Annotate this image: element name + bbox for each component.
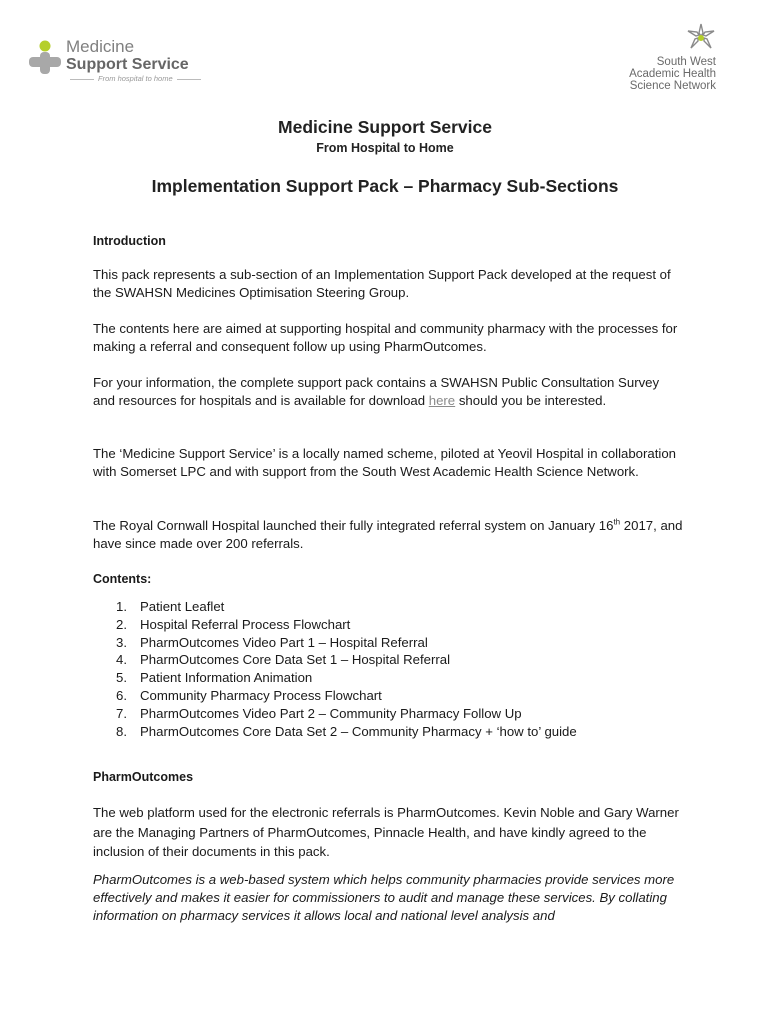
plus-cross-icon bbox=[28, 40, 62, 76]
document-title: Medicine Support Service bbox=[278, 117, 492, 137]
introduction-heading: Introduction bbox=[93, 234, 166, 248]
document-subtitle: From Hospital to Home bbox=[316, 141, 454, 155]
contents-heading: Contents: bbox=[93, 572, 152, 586]
pharmoutcomes-paragraph-1: The web platform used for the electronic referrals is PharmOutcomes. Kevin Noble and Gary Warner are the Managing Partners of PharmOutcomes, Pinnacle Health, and have kindly agreed to the inclusion of their documents in this pack. bbox=[93, 805, 679, 859]
contents-list bbox=[116, 598, 676, 740]
list-item: 1. Patient Leaflet bbox=[116, 599, 225, 614]
list-item: 8. PharmOutcomes Core Data Set 2 – Community Pharmacy + ‘how to’ guide bbox=[116, 723, 577, 739]
star-flower-icon bbox=[684, 22, 718, 54]
download-here-link[interactable]: here bbox=[428, 393, 456, 408]
logo-tagline: From hospital to home bbox=[66, 74, 236, 84]
pharmoutcomes-paragraph-2: PharmOutcomes is a web-based system which helps community pharmacies provide services more effectively and makes it easier for commissioners to audit and manage these services. By collating information on pharmacy services it allows local and national level analysis and bbox=[93, 872, 675, 923]
list-item: 5. Patient Information Animation bbox=[116, 670, 313, 686]
pharmoutcomes-heading: PharmOutcomes bbox=[93, 770, 194, 784]
intro-paragraph-4: The ‘Medicine Support Service’ is a locally named scheme, piloted at Yeovil Hospital in collaboration with Somerset LPC and with support from the South West Academic Health Science Network. bbox=[93, 446, 677, 479]
swahsn-line1: South West bbox=[656, 56, 716, 68]
swahsn-line3: Science Network bbox=[629, 80, 716, 92]
list-item: 4. PharmOutcomes Core Data Set 1 – Hospital Referral bbox=[116, 652, 451, 668]
list-item: 2. Hospital Referral Process Flowchart bbox=[116, 616, 351, 632]
logo-line2: Support Service bbox=[66, 56, 189, 73]
swahsn-line2: Academic Health bbox=[629, 68, 716, 80]
intro-paragraph-2: The contents here are aimed at supporting hospital and community pharmacy with the processes for making a referral and consequent follow up using PharmOutcomes. bbox=[93, 321, 678, 354]
medicine-support-service-logo bbox=[28, 38, 208, 84]
intro-paragraph-1: This pack represents a sub-section of an Implementation Support Pack developed at the request of the SWAHSN Medicines Optimisation Steering Group. bbox=[93, 267, 671, 300]
intro-paragraph-5: The Royal Cornwall Hospital launched their fully integrated referral system on January 16th 2017, and have since made over 200 referrals. bbox=[93, 517, 683, 551]
swahsn-logo bbox=[612, 22, 722, 94]
logo-line1: Medicine bbox=[66, 37, 135, 56]
list-item: 6. Community Pharmacy Process Flowchart bbox=[116, 687, 382, 703]
pack-title: Implementation Support Pack – Pharmacy Sub-Sections bbox=[151, 176, 619, 196]
list-item: 3. PharmOutcomes Video Part 1 – Hospital Referral bbox=[116, 634, 428, 650]
intro-paragraph-3: For your information, the complete support pack contains a SWAHSN Public Consultation Survey and resources for hospitals and is available for download here should you be interested. bbox=[93, 375, 660, 408]
list-item: 7. PharmOutcomes Video Part 2 – Community Pharmacy Follow Up bbox=[116, 705, 522, 721]
